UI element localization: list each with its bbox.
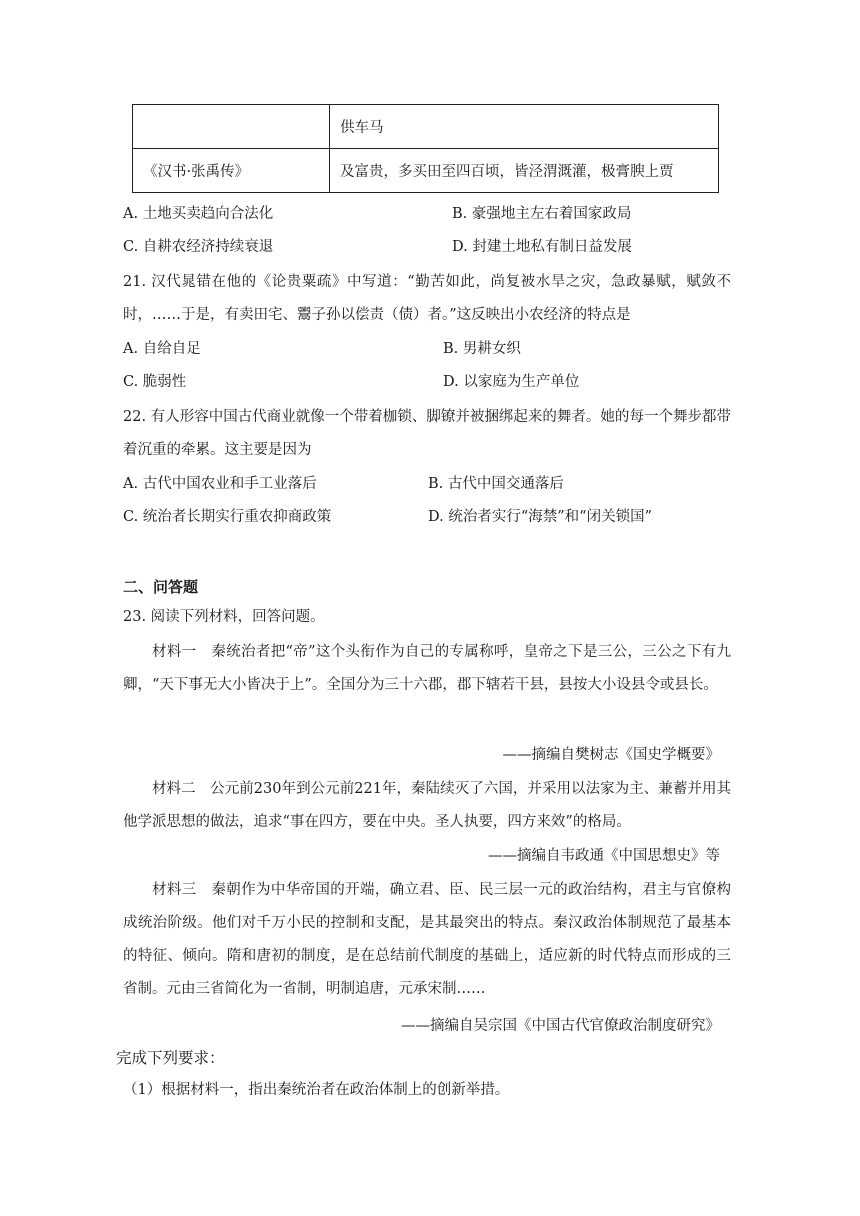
option-b: B. 古代中国交通落后 [428,476,564,492]
option-b: B. 豪强地主左右着国家政局 [452,206,632,222]
table-cell: 及富贵，多买田至四百顷，皆泾渭溉灌，极膏腴上贾 [330,149,719,193]
source-table [132,104,719,193]
option-d: D. 以家庭为生产单位 [443,374,580,390]
table-row [133,105,719,149]
option-d: D. 统治者实行“海禁”和“闭关锁国” [428,509,652,525]
question-stem: 21. 汉代晁错在他的《论贵粟疏》中写道：“勤苦如此，尚复被水旱之灾，急政暴赋，赋敛不时，……于是，有卖田宅、鬻子孙以偿责（债）者。”这反映出小农经济的特点是 [123,274,731,323]
question-stem: 23. 阅读下列材料，回答问题。 [123,609,325,625]
option-c: C. 脆弱性 [123,374,187,390]
material-three: 材料三 秦朝作为中华帝国的开端，确立君、臣、民三层一元的政治结构，君主与官僚构成统治阶级。他们对千万小民的控制和支配，是其最突出的特点。秦汉政治体制规范了最基本的特征、倾向。隋和唐初的制度，是在总结前代制度的基础上，适应新的时代特点而形成的三省制。元由三省简化为一省制，明制追唐，元承宋制…… [123,882,731,997]
option-b: B. 男耕女织 [443,341,521,357]
material-two: 材料二 公元前230年到公元前221年，秦陆续灭了六国，并采用以法家为主、兼蓄并用其他学派思想的做法，追求“事在四方，要在中央。圣人执要，四方来效”的格局。 [123,781,731,830]
material-source: ——摘编自吴宗国《中国古代官僚政治制度研究》 [401,1018,720,1034]
section-title: 二、问答题 [123,578,199,596]
option-d: D. 封建土地私有制日益发展 [452,239,632,255]
task-heading: 完成下列要求： [116,1049,225,1067]
option-c: C. 统治者长期实行重农抑商政策 [123,509,332,525]
material-source: ——摘编自樊树志《国史学概要》 [502,747,720,763]
material-one: 材料一 秦统治者把“帝”这个头衔作为自己的专属称呼，皇帝之下是三公，三公之下有九卿，“天下事无大小皆决于上”。全国分为三十六郡，郡下辖若干县，县按大小设县令或县长。 [123,644,731,693]
question-stem: 22. 有人形容中国古代商业就像一个带着枷锁、脚镣并被捆绑起来的舞者。她的每一个舞步都带着沉重的牵累。这主要是因为 [123,409,731,458]
option-a: A. 古代中国农业和手工业落后 [123,476,317,492]
table-cell [133,105,330,149]
table-row [133,149,719,193]
table-cell: 供车马 [330,105,719,149]
option-c: C. 自耕农经济持续衰退 [123,239,274,255]
option-a: A. 土地买卖趋向合法化 [123,206,274,222]
option-a: A. 自给自足 [123,341,201,357]
sub-question: （1）根据材料一，指出秦统治者在政治体制上的创新举措。 [123,1082,510,1098]
material-source: ——摘编自韦政通《中国思想史》等 [488,848,720,864]
table-cell: 《汉书·张禹传》 [133,149,330,193]
